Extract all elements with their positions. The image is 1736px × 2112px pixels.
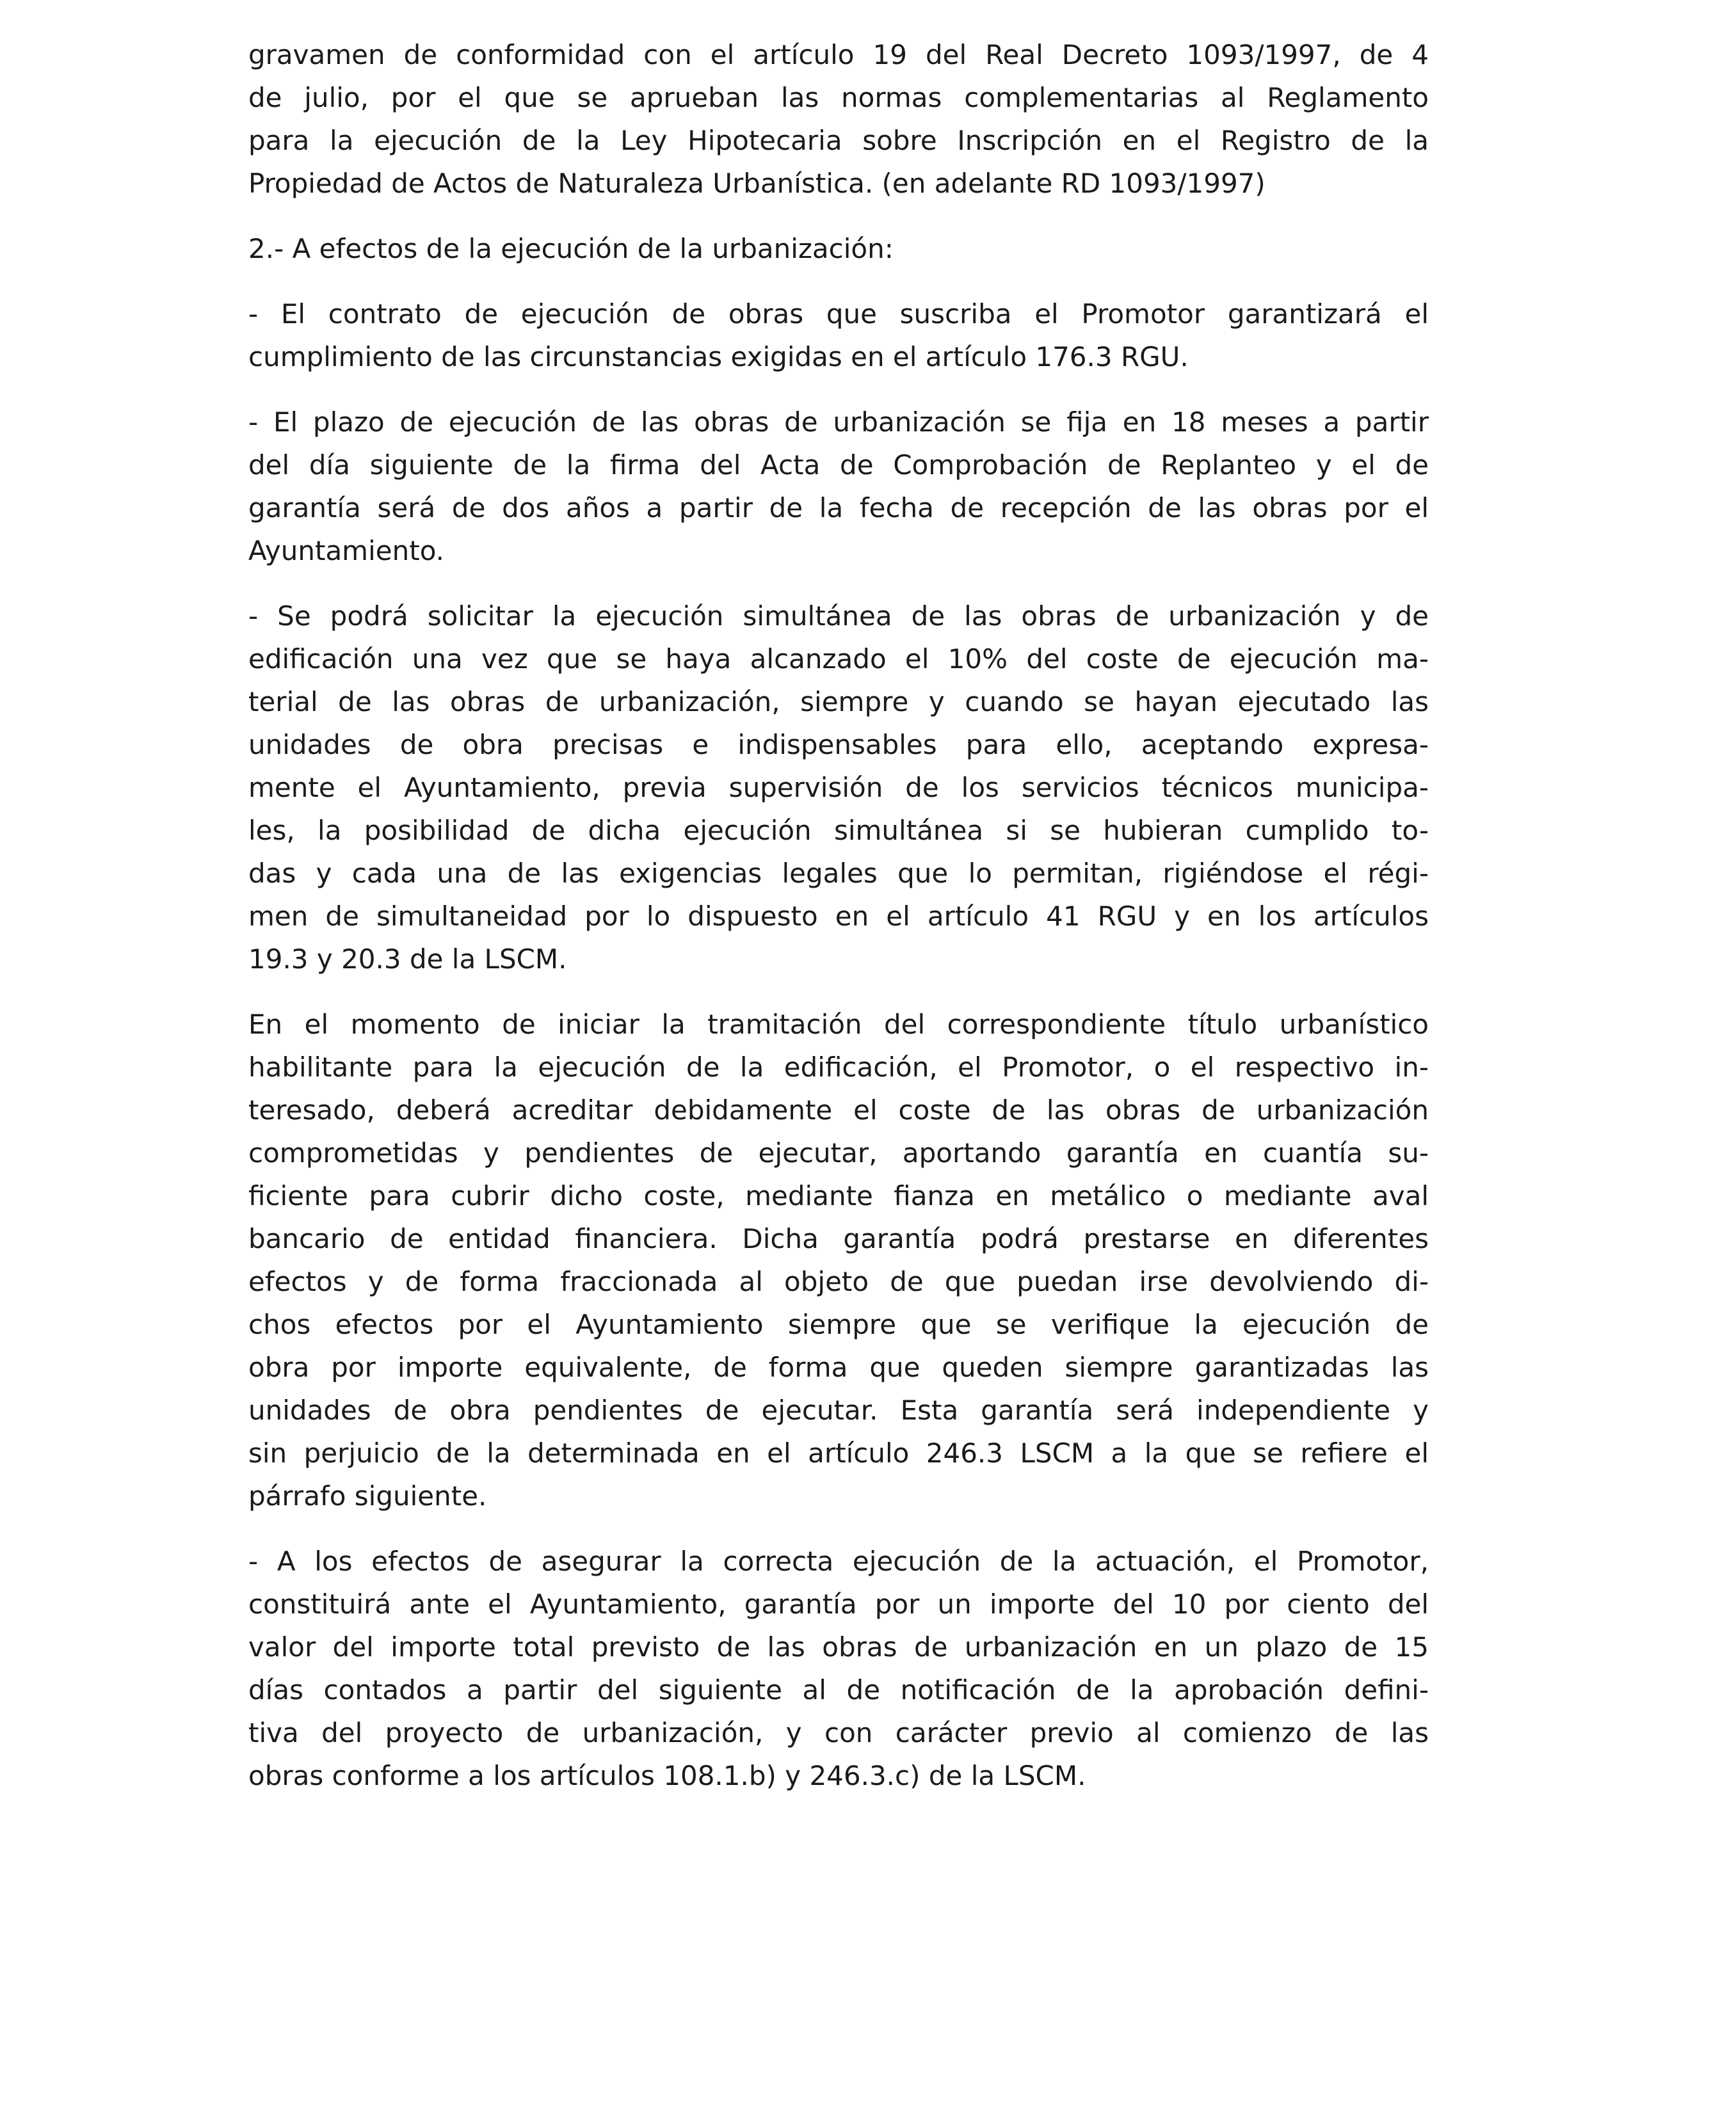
paragraph [248,227,1429,270]
document-page-body [248,33,1429,1820]
text-line: Propiedad de Actos de Naturaleza Urbanística. (en adelante RD 1093/1997) [248,168,1266,199]
text-line: chos efectos por el Ayuntamiento siempre que se verifique la ejecución de [248,1309,1429,1340]
text-line: obra por importe equivalente, de forma que queden siempre garantizadas las [248,1352,1429,1383]
paragraph [248,33,1429,205]
text-line: En el momento de iniciar la tramitación del correspondiente título urbanístico [248,1009,1429,1040]
paragraph [248,1003,1429,1517]
text-line: días contados a partir del siguiente al de notificación de la aprobación defini- [248,1674,1429,1706]
text-line: valor del importe total previsto de las obras de urbanización en un plazo de 15 [248,1631,1429,1663]
text-line: edificación una vez que se haya alcanzado el 10% del coste de ejecución ma- [248,643,1429,675]
text-line: habilitante para la ejecución de la edificación, el Promotor, o el respectivo in- [248,1052,1429,1083]
text-line: constituirá ante el Ayuntamiento, garantía por un importe del 10 por ciento del [248,1588,1429,1620]
text-line: obras conforme a los artículos 108.1.b) y 246.3.c) de la LSCM. [248,1760,1086,1791]
text-line: - El contrato de ejecución de obras que suscriba el Promotor garantizará el [248,298,1429,330]
text-line: de julio, por el que se aprueban las normas complementarias al Reglamento [248,82,1429,113]
text-line: tiva del proyecto de urbanización, y con carácter previo al comienzo de las [248,1717,1429,1748]
text-line: les, la posibilidad de dicha ejecución simultánea si se hubieran cumplido to- [248,815,1429,846]
text-line: bancario de entidad financiera. Dicha garantía podrá prestarse en diferentes [248,1223,1429,1254]
text-line: sin perjuicio de la determinada en el artículo 246.3 LSCM a la que se refiere el [248,1437,1429,1469]
text-line: párrafo siguiente. [248,1480,487,1512]
text-line: men de simultaneidad por lo dispuesto en el artículo 41 RGU y en los artículos [248,900,1429,932]
text-line: 2.- A efectos de la ejecución de la urbanización: [248,233,894,264]
text-line: - Se podrá solicitar la ejecución simultánea de las obras de urbanización y de [248,600,1429,632]
text-line: Ayuntamiento. [248,535,444,566]
text-line: mente el Ayuntamiento, previa supervisión de los servicios técnicos municipa- [248,772,1429,803]
text-line: unidades de obra precisas e indispensables para ello, aceptando expresa- [248,729,1429,760]
text-line: garantía será de dos años a partir de la fecha de recepción de las obras por el [248,492,1429,524]
text-line: para la ejecución de la Ley Hipotecaria sobre Inscripción en el Registro de la [248,125,1429,156]
text-line: terial de las obras de urbanización, siempre y cuando se hayan ejecutado las [248,686,1429,717]
text-line: cumplimiento de las circunstancias exigidas en el artículo 176.3 RGU. [248,341,1189,372]
text-line: ficiente para cubrir dicho coste, mediante fianza en metálico o mediante aval [248,1180,1429,1212]
text-line: gravamen de conformidad con el artículo 19 del Real Decreto 1093/1997, de 4 [248,39,1429,70]
text-line: 19.3 y 20.3 de la LSCM. [248,943,567,975]
paragraph [248,401,1429,572]
text-line: - El plazo de ejecución de las obras de urbanización se fija en 18 meses a partir [248,406,1429,438]
text-line: unidades de obra pendientes de ejecutar. Esta garantía será independiente y [248,1395,1429,1426]
paragraph [248,1540,1429,1797]
text-line: teresado, deberá acreditar debidamente el coste de las obras de urbanización [248,1094,1429,1126]
paragraph [248,292,1429,378]
paragraph [248,595,1429,980]
text-line: del día siguiente de la firma del Acta de Comprobación de Replanteo y el de [248,449,1429,481]
text-line: das y cada una de las exigencias legales que lo permitan, rigiéndose el régi- [248,858,1429,889]
text-line: comprometidas y pendientes de ejecutar, aportando garantía en cuantía su- [248,1137,1429,1169]
text-line: - A los efectos de asegurar la correcta ejecución de la actuación, el Promotor, [248,1546,1429,1577]
text-line: efectos y de forma fraccionada al objeto de que puedan irse devolviendo di- [248,1266,1429,1297]
